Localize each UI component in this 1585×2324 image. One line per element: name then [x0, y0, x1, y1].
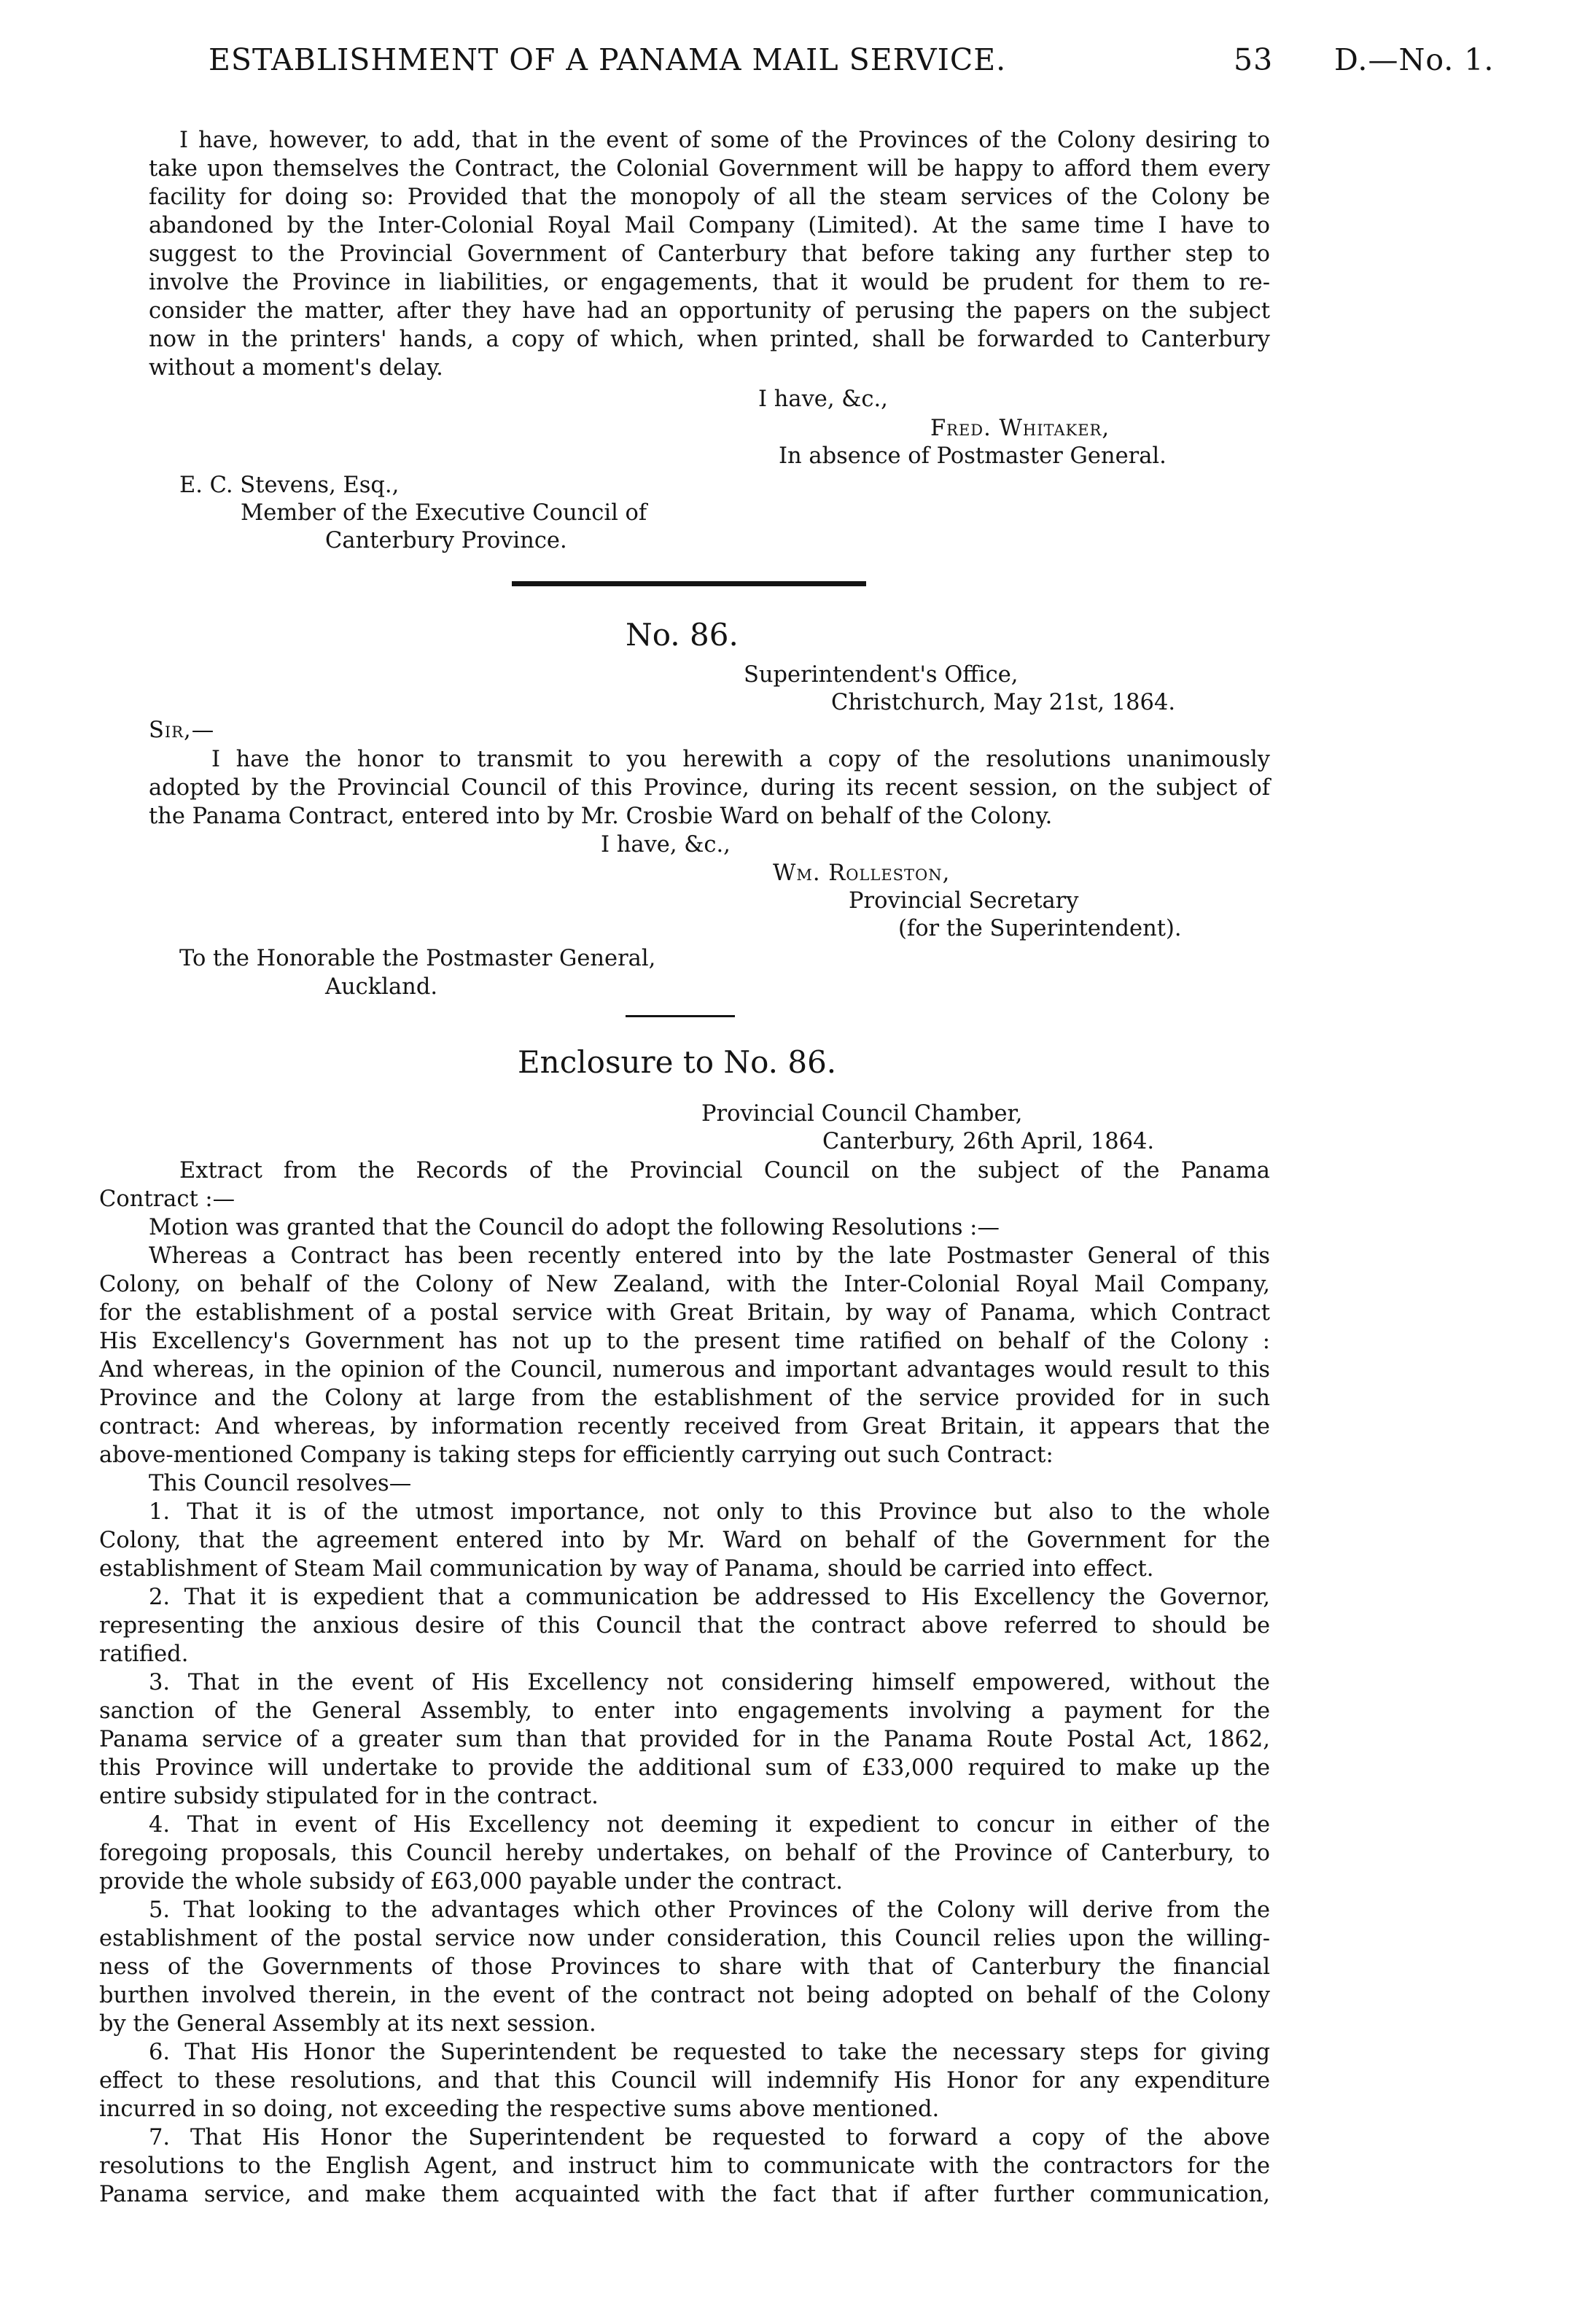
- letter1-line: I have, however, to add, that in the event of some of the Provinces of the Colony desiring to: [179, 128, 1270, 153]
- motion-line: Motion was granted that the Council do adopt the following Resolutions :—: [149, 1215, 1000, 1240]
- resolution-line: ness of the Governments of those Provinces to share with that of Canterbury the financial: [99, 1954, 1270, 1980]
- resolution-line: Colony, that the agreement entered into by Mr. Ward on behalf of the Government for the: [99, 1528, 1270, 1553]
- resolves-line: This Council resolves—: [149, 1471, 412, 1496]
- letter2-title: Provincial Secretary: [849, 888, 1079, 914]
- addressee-line: Member of the Executive Council of: [241, 500, 647, 526]
- resolution-last: provide the whole subsidy of £63,000 payable under the contract.: [99, 1869, 843, 1894]
- resolution-line: 4. That in event of His Excellency not deeming it expedient to concur in either of the: [149, 1812, 1270, 1838]
- resolution-last: ratified.: [99, 1641, 189, 1667]
- header-title: ESTABLISHMENT OF A PANAMA MAIL SERVICE.: [209, 42, 1007, 77]
- letter1-line: abandoned by the Inter-Colonial Royal Mail Company (Limited). At the same time I have to: [149, 213, 1270, 238]
- addressee-line: Auckland.: [325, 974, 438, 1000]
- addressee-line: Canterbury Province.: [325, 528, 567, 553]
- running-header: [0, 42, 1585, 86]
- resolution-line: 3. That in the event of His Excellency not considering himself empowered, without the: [149, 1670, 1270, 1695]
- letter1-line: now in the printers' hands, a copy of which, when printed, shall be forwarded to Canterbury: [149, 327, 1270, 352]
- whereas-line: for the establishment of a postal service with Great Britain, by way of Panama, which Contract: [99, 1300, 1270, 1326]
- whereas-line: His Excellency's Government has not up to the present time ratified on behalf of the Colony :: [99, 1329, 1270, 1354]
- letter1-line: facility for doing so: Provided that the monopoly of all the steam services of the Colony be: [149, 184, 1270, 210]
- short-divider: [626, 1015, 735, 1017]
- section-divider: [512, 581, 866, 586]
- resolution-line: 7. That His Honor the Superintendent be requested to forward a copy of the above: [149, 2125, 1270, 2150]
- resolution-last: establishment of Steam Mail communication by way of Panama, should be carried into effect.: [99, 1556, 1154, 1582]
- letter1-line: consider the matter, after they have had an opportunity of perusing the papers on the subject: [149, 298, 1270, 324]
- resolution-line: 6. That His Honor the Superintendent be requested to take the necessary steps for giving: [149, 2040, 1270, 2065]
- addressee-line: E. C. Stevens, Esq.,: [179, 473, 400, 498]
- letter1-closing: I have, &c.,: [758, 386, 888, 412]
- letter2-signature: Wm. Rolleston,: [773, 860, 951, 886]
- addressee-line: To the Honorable the Postmaster General,: [179, 946, 656, 971]
- enclosure-heading: Enclosure to No. 86.: [518, 1044, 837, 1080]
- letter2-office: Superintendent's Office,: [744, 662, 1019, 688]
- enclosure-place-date: Canterbury, 26th April, 1864.: [822, 1129, 1155, 1154]
- letter1-last-line: without a moment's delay.: [149, 355, 443, 381]
- resolution-line: Panama service of a greater sum than that provided for in the Panama Route Postal Act, 1862,: [99, 1727, 1270, 1752]
- whereas-line: Whereas a Contract has been recently entered into by the late Postmaster General of this: [149, 1243, 1270, 1269]
- resolution-line: resolutions to the English Agent, and instruct him to communicate with the contractors for the: [99, 2153, 1270, 2179]
- resolution-line: effect to these resolutions, and that this Council will indemnify His Honor for any expenditure: [99, 2068, 1270, 2094]
- resolution-line: this Province will undertake to provide the additional sum of £33,000 required to make up the: [99, 1755, 1270, 1781]
- whereas-line: contract: And whereas, by information recently received from Great Britain, it appears that the: [99, 1414, 1270, 1439]
- document-reference: D.—No. 1.: [1334, 42, 1495, 77]
- letter1-signature-note: In absence of Postmaster General.: [779, 443, 1167, 469]
- enclosure-chamber: Provincial Council Chamber,: [701, 1101, 1023, 1127]
- whereas-line: And whereas, in the opinion of the Council, numerous and important advantages would result to this: [99, 1357, 1270, 1383]
- letter2-salutation: Sir,—: [149, 718, 215, 743]
- letter2-line: I have the honor to transmit to you herewith a copy of the resolutions unanimously: [211, 747, 1270, 772]
- resolution-line: 2. That it is expedient that a communication be addressed to His Excellency the Governor,: [149, 1585, 1270, 1610]
- resolution-line: representing the anxious desire of this Council that the contract above referred to should be: [99, 1613, 1270, 1639]
- resolution-line: 5. That looking to the advantages which other Provinces of the Colony will derive from the: [149, 1897, 1270, 1923]
- letter2-line: adopted by the Provincial Council of this Province, during its recent session, on the subject of: [149, 775, 1270, 801]
- whereas-line: Province and the Colony at large from the establishment of the service provided for in such: [99, 1386, 1270, 1411]
- whereas-last: above-mentioned Company is taking steps for efficiently carrying out such Contract:: [99, 1442, 1054, 1468]
- resolution-line: Panama service, and make them acquainted with the fact that if after further communication,: [99, 2182, 1270, 2207]
- whereas-line: Colony, on behalf of the Colony of New Zealand, with the Inter-Colonial Royal Mail Company,: [99, 1272, 1270, 1297]
- page-number: 53: [1234, 42, 1274, 77]
- letter2-title: (for the Superintendent).: [898, 916, 1182, 941]
- resolution-line: burthen involved therein, in the event of the contract not being adopted on behalf of the Colony: [99, 1983, 1270, 2008]
- resolution-line: sanction of the General Assembly, to enter into engagements involving a payment for the: [99, 1698, 1270, 1724]
- letter1-line: take upon themselves the Contract, the Colonial Government will be happy to afford them every: [149, 156, 1270, 182]
- letter1-line: involve the Province in liabilities, or engagements, that it would be prudent for them to re-: [149, 270, 1270, 295]
- resolution-last: by the General Assembly at its next session.: [99, 2011, 596, 2037]
- resolution-line: foregoing proposals, this Council hereby undertakes, on behalf of the Province of Canterbury, to: [99, 1841, 1270, 1866]
- letter2-closing: I have, &c.,: [601, 832, 731, 858]
- letter1-signature: Fred. Whitaker,: [930, 416, 1110, 441]
- letter2-place-date: Christchurch, May 21st, 1864.: [831, 690, 1176, 715]
- extract-line: Extract from the Records of the Provincial Council on the subject of the Panama: [179, 1158, 1270, 1184]
- extract-last: Contract :—: [99, 1186, 235, 1212]
- resolution-last: incurred in so doing, not exceeding the respective sums above mentioned.: [99, 2096, 940, 2122]
- resolution-line: 1. That it is of the utmost importance, not only to this Province but also to the whole: [149, 1499, 1270, 1525]
- letter2-heading: No. 86.: [626, 617, 739, 653]
- resolution-line: establishment of the postal service now under consideration, this Council relies upon the willing-: [99, 1926, 1270, 1951]
- letter2-last-line: the Panama Contract, entered into by Mr. Crosbie Ward on behalf of the Colony.: [149, 804, 1053, 829]
- letter1-line: suggest to the Provincial Government of Canterbury that before taking any further step to: [149, 241, 1270, 267]
- resolution-last: entire subsidy stipulated for in the contract.: [99, 1784, 599, 1809]
